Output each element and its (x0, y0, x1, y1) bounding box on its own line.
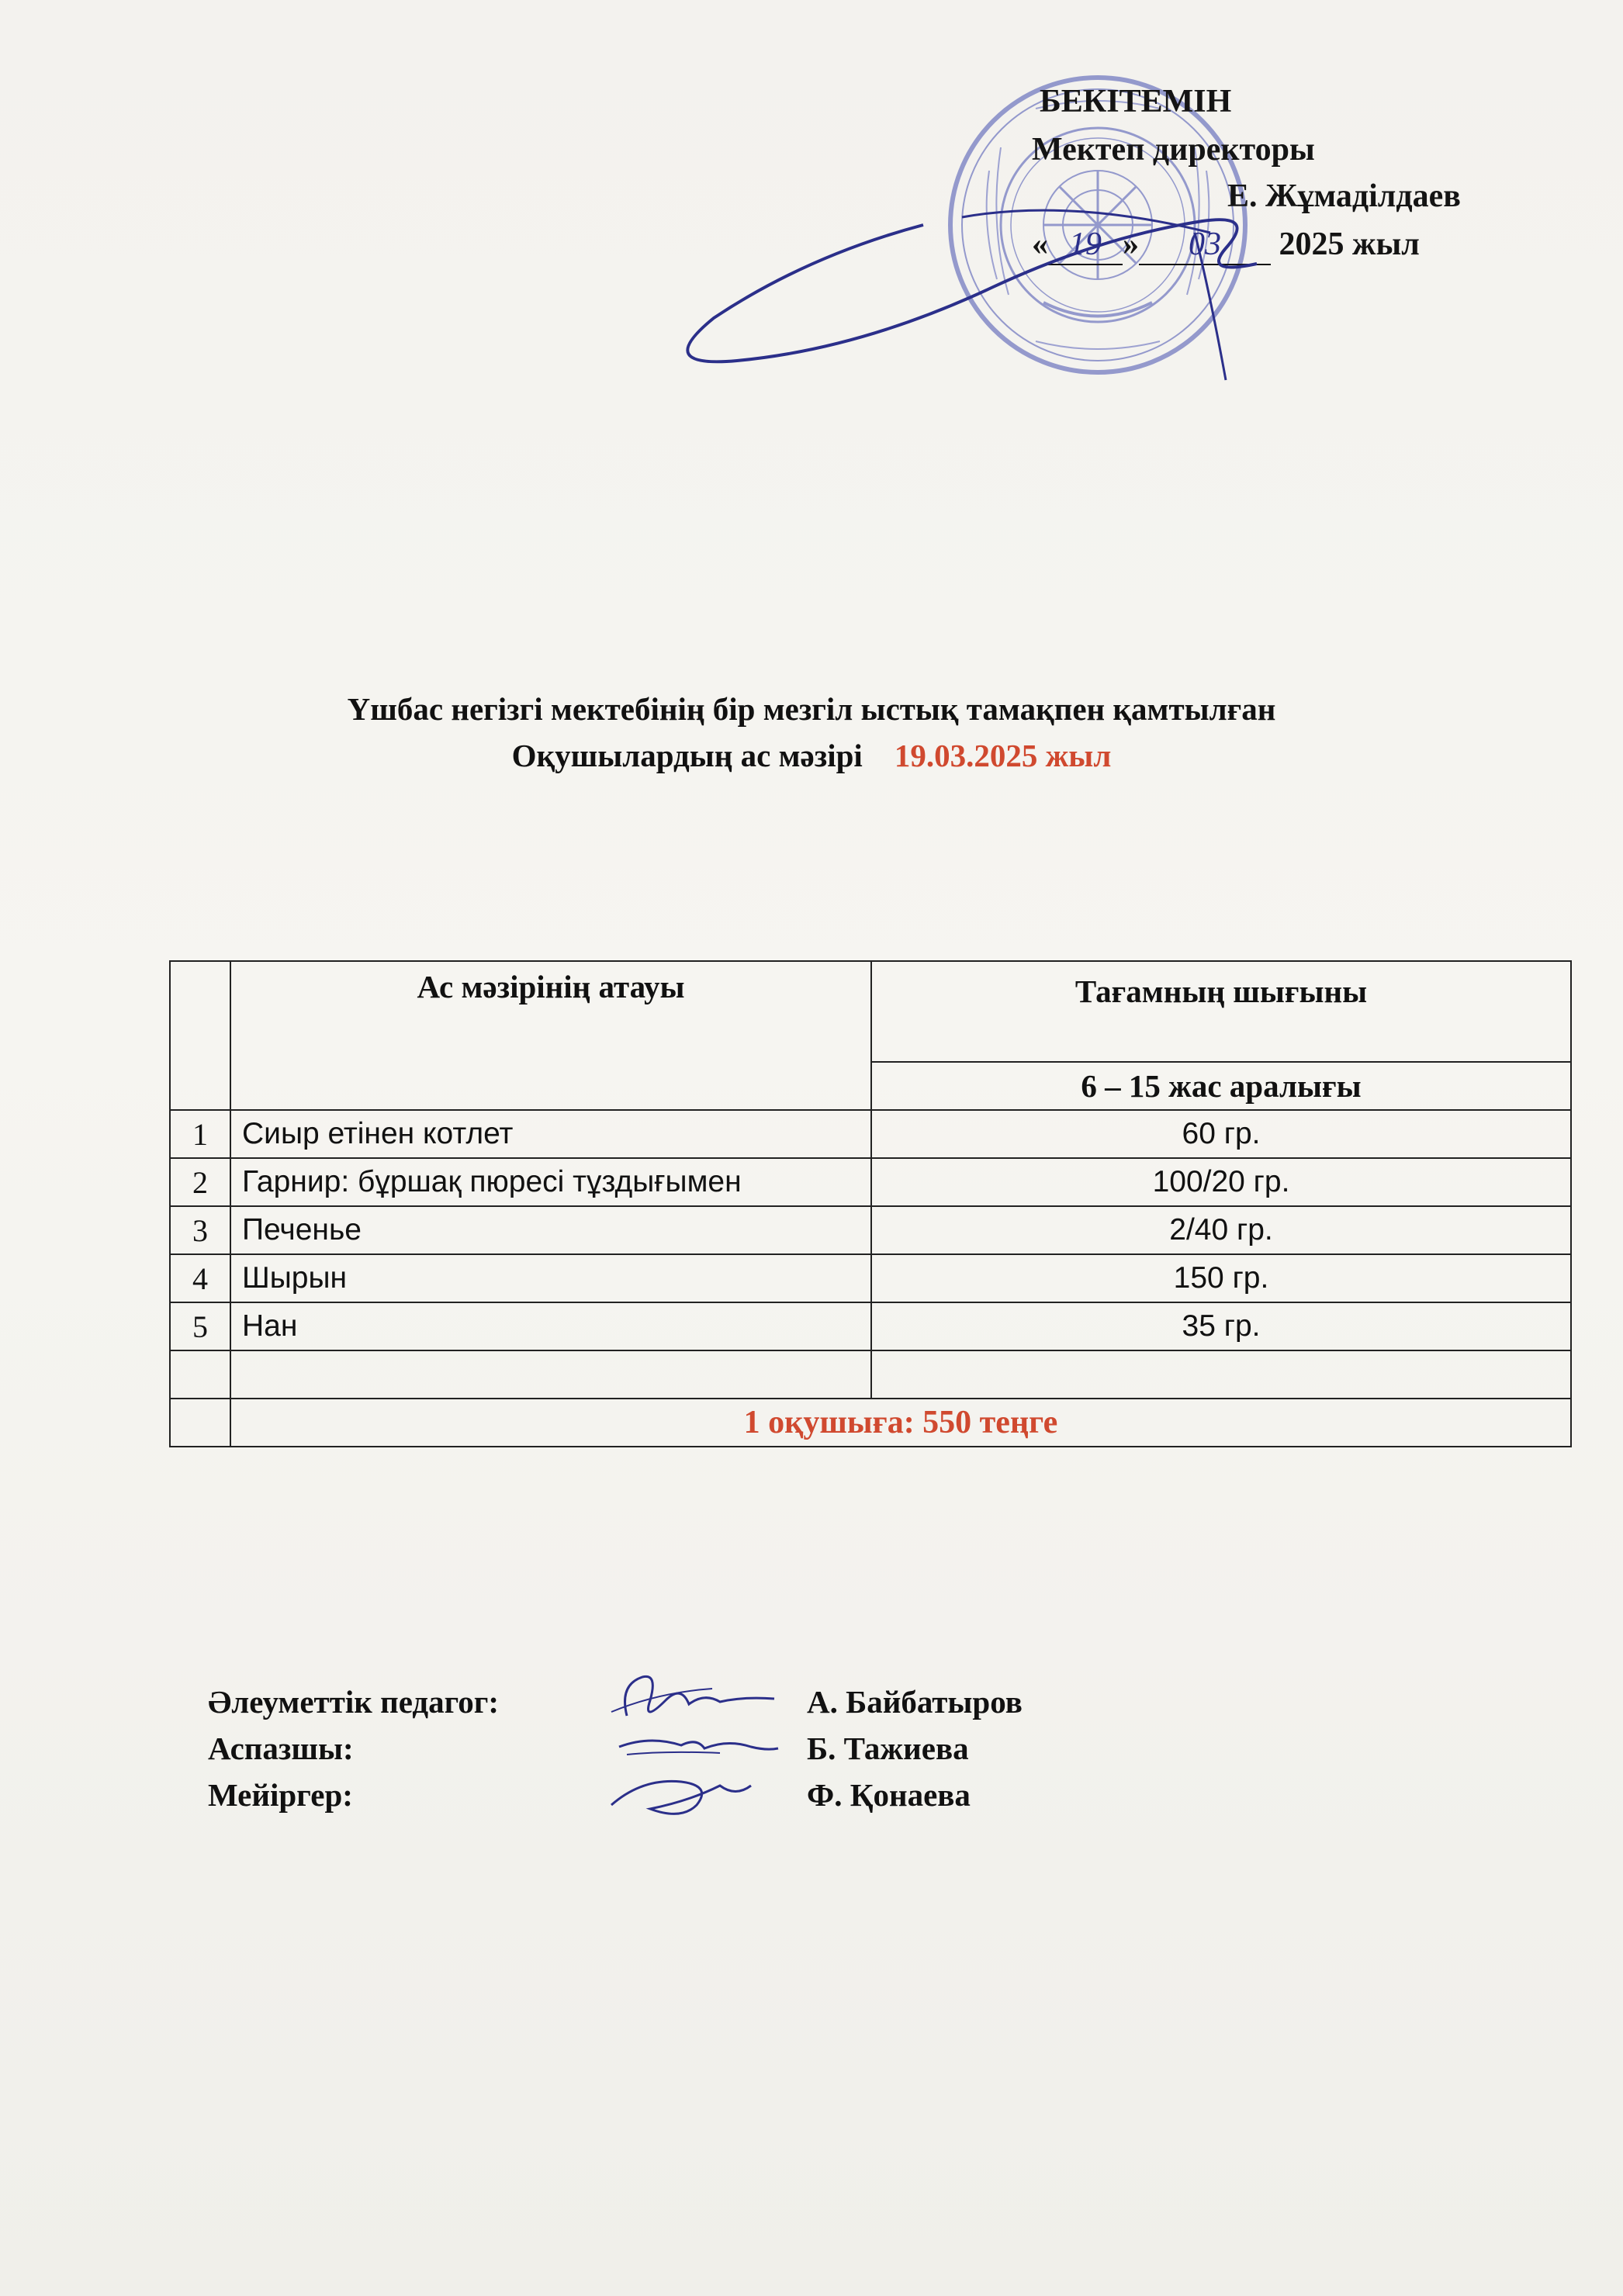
signatory-role: Әлеуметтік педагог: (208, 1684, 499, 1720)
table-row (170, 1302, 1571, 1350)
row-number: 3 (170, 1206, 230, 1254)
signatory-name: Ф. Қонаева (807, 1777, 971, 1813)
signatory-role: Мейіргер: (208, 1777, 353, 1813)
header-amount: Тағамның шығыны (871, 961, 1571, 1062)
table-row (170, 1110, 1571, 1158)
title-prefix: Оқушылардың ас мәзірі (511, 738, 863, 773)
dish-name: Шырын (230, 1254, 871, 1302)
header-dish-name: Ас мәзірінің атауы (230, 961, 871, 1110)
approval-year: 2025 жыл (1279, 226, 1420, 262)
total-cost: 1 оқушыға: 550 теңге (230, 1399, 1571, 1447)
date-open-quote: « (1032, 226, 1048, 262)
signatory-name: А. Байбатыров (807, 1684, 1023, 1720)
dish-name: Печенье (230, 1206, 871, 1254)
table-row (170, 1158, 1571, 1206)
approval-director-name: Е. Жұмаділдаев (1227, 178, 1461, 214)
signatory-row (208, 1776, 1216, 1823)
row-number: 5 (170, 1302, 230, 1350)
dish-amount: 150 гр. (871, 1254, 1571, 1302)
total-row (170, 1399, 1571, 1447)
row-number: 1 (170, 1110, 230, 1158)
dish-amount: 2/40 гр. (871, 1206, 1571, 1254)
dish-name: Гарнир: бұршақ пюресі тұздығымен (230, 1158, 871, 1206)
document-title-line2 (0, 735, 1623, 776)
dish-name: Сиыр етінен котлет (230, 1110, 871, 1158)
dish-amount: 100/20 гр. (871, 1158, 1571, 1206)
table-row (170, 1254, 1571, 1302)
approval-position: Мектеп директоры (1032, 132, 1315, 168)
row-number: 4 (170, 1254, 230, 1302)
approval-heading: БЕКІТЕМІН (1040, 84, 1232, 119)
table-row (170, 1206, 1571, 1254)
header-number-cell (170, 961, 230, 1110)
dish-name: Нан (230, 1302, 871, 1350)
title-date: 19.03.2025 жыл (894, 738, 1112, 773)
approval-month: 03 (1139, 225, 1271, 265)
director-signature-icon (667, 202, 1350, 396)
signature-icon (596, 1762, 782, 1824)
date-close-quote: » (1123, 226, 1139, 262)
empty-row (170, 1350, 1571, 1399)
menu-table (169, 960, 1572, 1447)
dish-amount: 35 гр. (871, 1302, 1571, 1350)
document-title-line1: Үшбас негізгі мектебінің бір мезгіл ыстық тамақпен қамтылған (347, 691, 1276, 727)
signatory-name: Б. Тажиева (807, 1731, 969, 1766)
signatory-role: Аспазшы: (208, 1731, 354, 1766)
approval-day: 19 (1048, 225, 1123, 265)
signatories-block (208, 1683, 1216, 1823)
row-number: 2 (170, 1158, 230, 1206)
header-age-range: 6 – 15 жас аралығы (871, 1062, 1571, 1110)
dish-amount: 60 гр. (871, 1110, 1571, 1158)
